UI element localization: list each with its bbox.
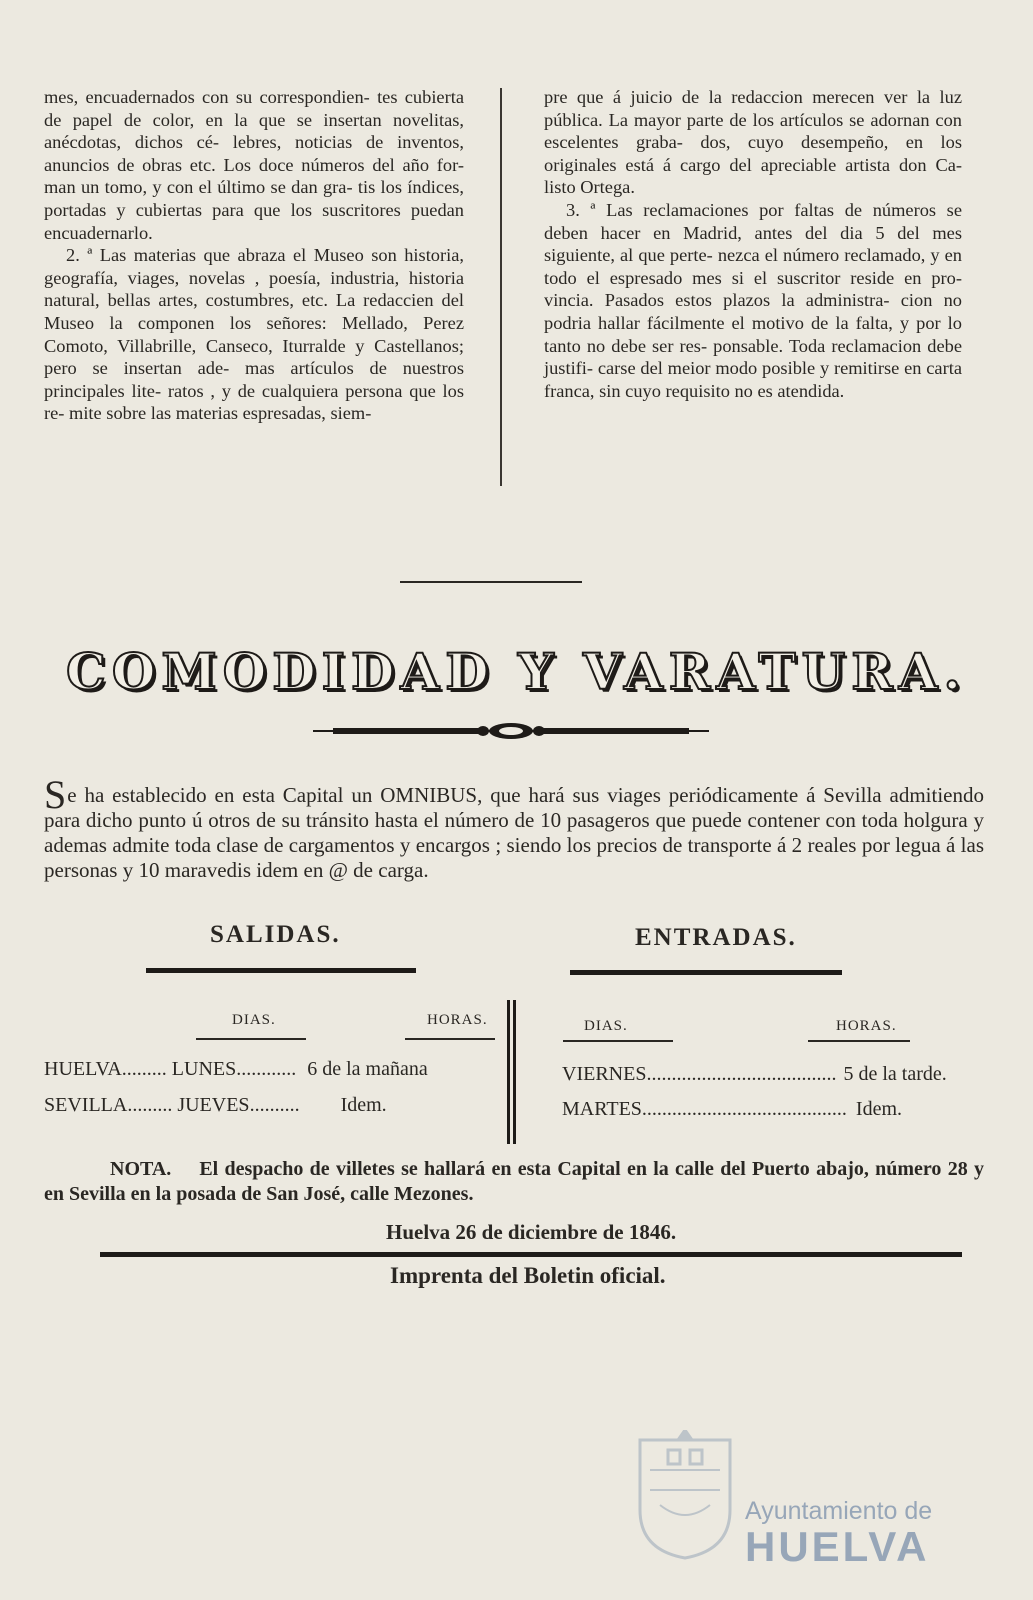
salidas-title: SALIDAS. [210,921,341,948]
ornamental-rule [313,720,709,742]
footer-rule [100,1252,962,1257]
drop-cap: S [44,772,67,817]
watermark-line2: HUELVA [745,1523,930,1570]
notice-text: e ha establecido en esta Capital un OMNIBUS, que hará sus viages periódicamente á Sevilla admitiendo para dicho punto ú otros de su tránsito hasta el número de 10 pasageros que puede contener con toda holgura y ademas admite toda clase de cargamentos y encargos ; siendo los precios de transporte á 2 reales por legua á las personas y 10 maravedis idem en @ de carga. [44,783,984,882]
salidas-rule [146,968,416,973]
salidas-horas-underline [405,1038,495,1040]
schedule-divider [507,1000,510,1144]
watermark-line1: Ayuntamiento de [745,1497,933,1525]
leader: ......... [121,1058,167,1080]
day: MARTES [562,1098,642,1120]
salidas-dias-underline [196,1038,306,1040]
leader: ...................................... [646,1063,837,1085]
entradas-horas-underline [808,1040,910,1042]
city: HUELVA [44,1058,122,1080]
leader: ......... [127,1094,173,1116]
nota-text: El despacho de villetes se hallará en esta Capital en la calle del Puerto abajo, número 28 y en Sevilla en la posada de San José, calle Mezones. [44,1158,984,1205]
time: 6 de la mañana [307,1058,428,1080]
time: 5 de la tarde. [843,1063,947,1085]
entradas-dias-underline [563,1040,673,1042]
imprint: Imprenta del Boletin oficial. [390,1263,666,1288]
headline: COMODIDAD Y VARATURA. [66,642,967,701]
paragraph-2: 2. ª Las materias que abraza el Museo son historia, geografía, viages, novelas , poesía, industria, historia natural, bellas artes, costumbres, etc. La redaccien del Museo la componen los señores: Mellado, Perez Comoto, Villabrille, Canseco, Iturralde y Castellanos; pero se insertan ade- mas artículos de nuestros principales lite- ratos , y de cualquiera persona que los re- mite sobre las materias espresadas, siem- [44,245,464,424]
dateline: Huelva 26 de diciembre de 1846. [386,1220,677,1244]
time: Idem. [340,1094,387,1116]
salidas-dias-header: DIAS. [232,1012,276,1028]
schedule-divider [513,1000,516,1144]
omnibus-notice [44,772,984,883]
paragraph-2-continued: pre que á juicio de la redaccion merecen ver la luz pública. La mayor parte de los artículos se adornan con escelentes graba- dos, cuyo desempeño, en los originales está á cargo del apreciable artista don Ca- listo Ortega. [544,87,962,198]
paragraph-1-continued: mes, encuadernados con su correspondien- tes cubierta de papel de color, en la que se insertan novelitas, anécdotas, dichos cé- lebres, noticias de inventos, anuncios de obras etc. Los doce números del año for- man un tomo, y con el último se dan gra- tis los índices, portadas y cubiertas para que los suscritores puedan encuadernarlo. [44,87,464,243]
salidas-horas-header: HORAS. [427,1012,488,1028]
salidas-row [44,1094,387,1117]
salidas-row [44,1058,428,1081]
column-divider [500,88,502,486]
leader: .......... [249,1094,300,1116]
day: LUNES [171,1058,237,1080]
right-text-column [544,86,962,402]
entradas-row [562,1063,947,1086]
day: VIERNES [562,1063,647,1085]
left-text-column [44,86,464,425]
day: JUEVES [177,1094,250,1116]
nota [44,1157,984,1207]
city: SEVILLA [44,1094,128,1116]
nota-label: NOTA. [110,1158,172,1180]
time: Idem. [855,1098,903,1120]
section-divider [400,581,582,583]
entradas-rule [570,970,842,975]
entradas-title: ENTRADAS. [635,924,797,951]
entradas-row [562,1098,902,1121]
leader: ......................................... [641,1098,847,1120]
paragraph-3: 3. ª Las reclamaciones por faltas de números se deben hacer en Madrid, antes del dia 5 del mes siguiente, al que perte- nezca el número reclamado, y en todo el espresado mes si el suscritor reside en pro- vincia. Pasados estos plazos la administra- cion no podria hallar fácilmente el motivo de la falta, y por lo tanto no debe ser res- ponsable. Toda reclamacion debe justifi- carse del meior modo posible y remitirse en carta franca, sin cuyo requisito no es atendida. [544,199,962,401]
leader: ............ [236,1058,297,1080]
entradas-horas-header: HORAS. [836,1018,897,1034]
entradas-dias-header: DIAS. [584,1018,628,1034]
